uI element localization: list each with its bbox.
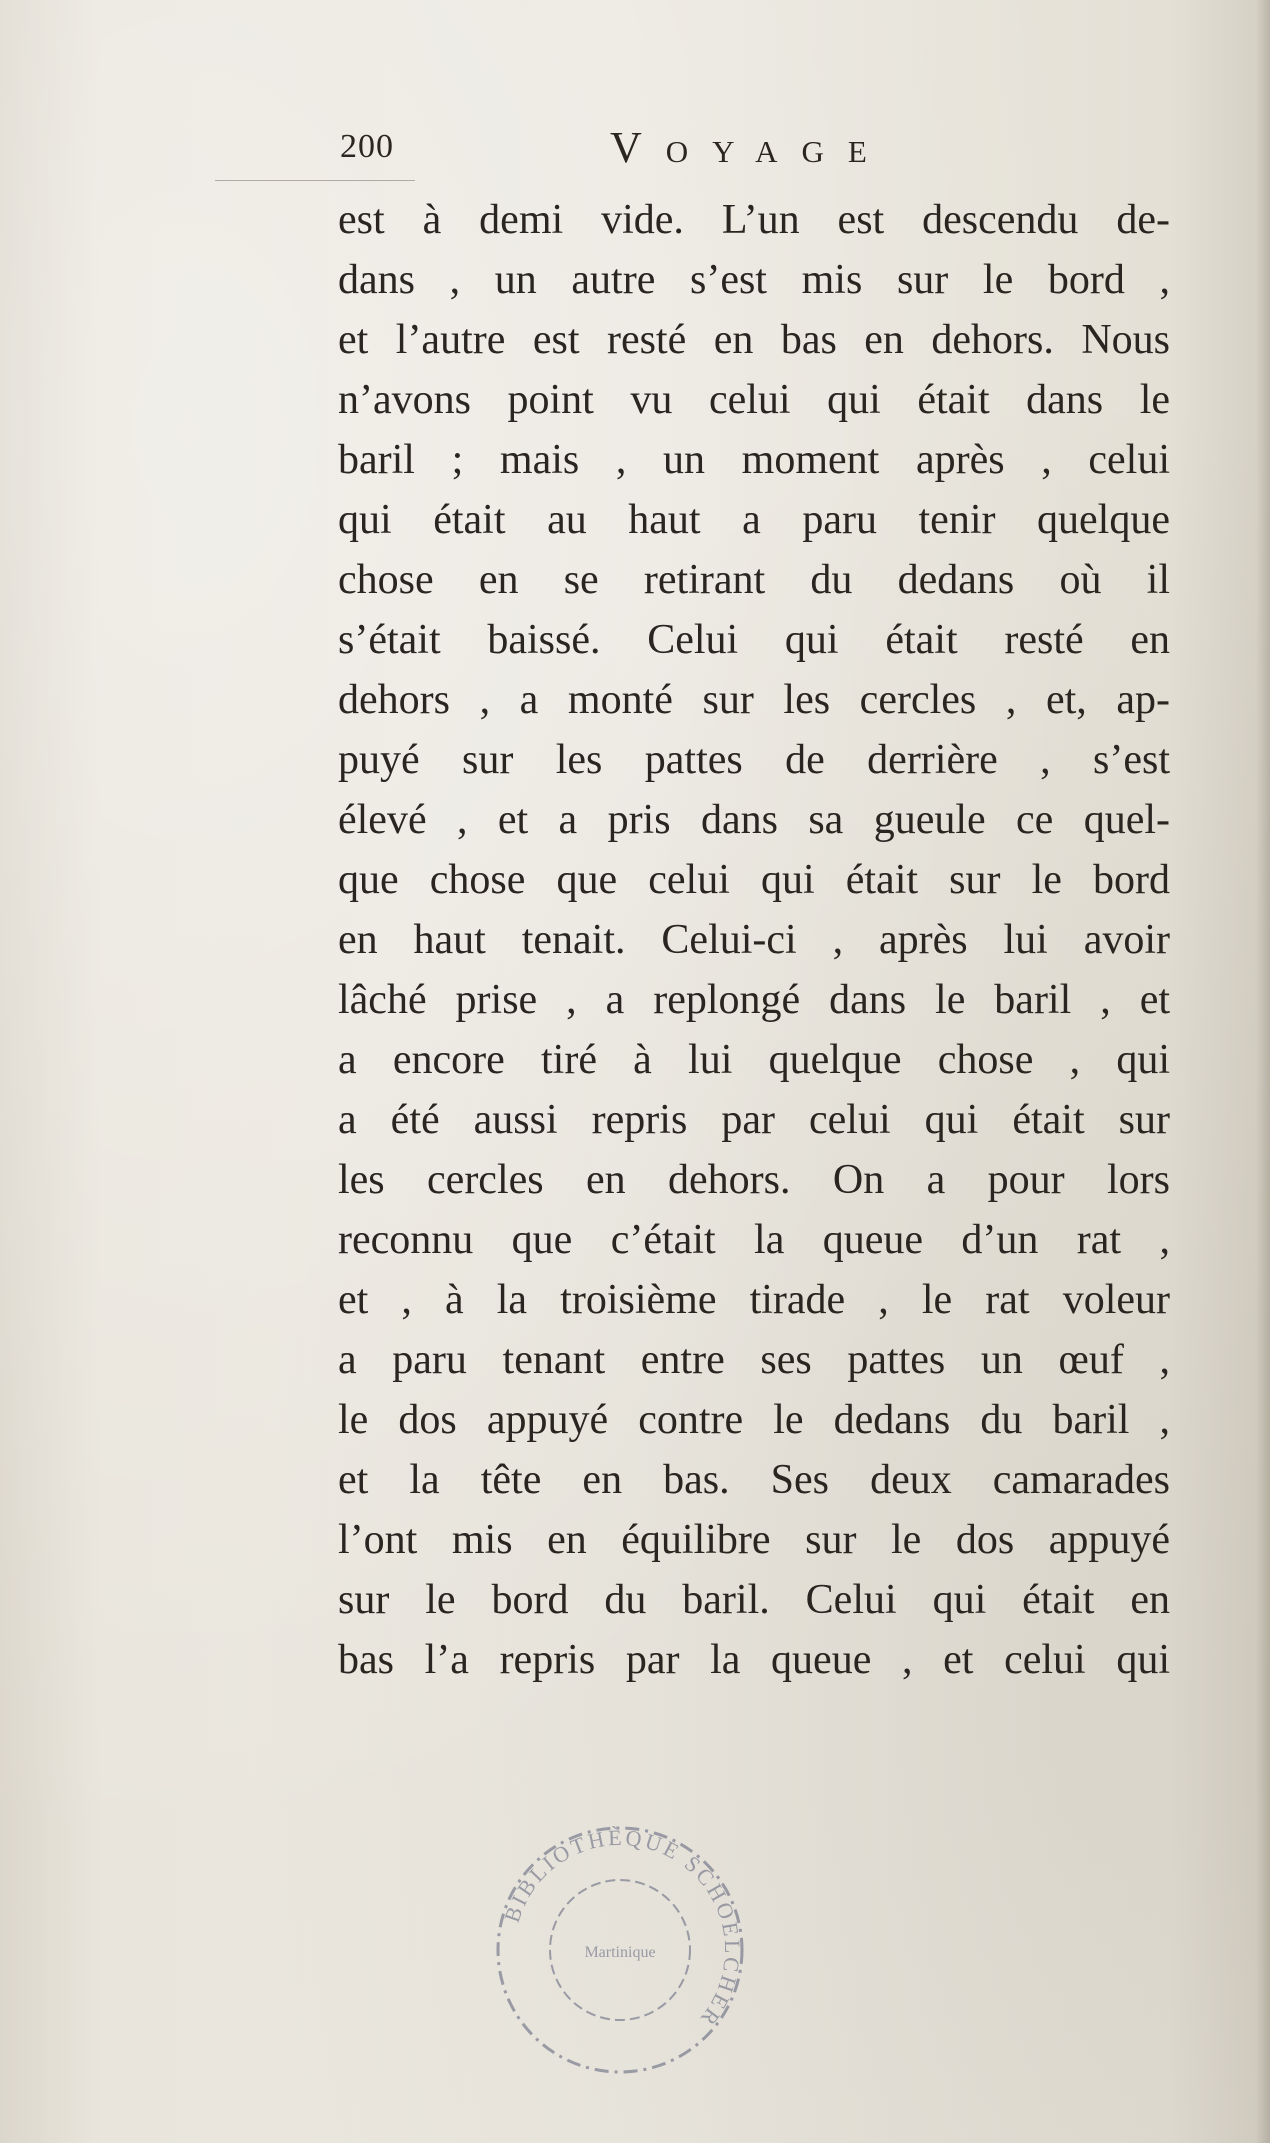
header-rule	[215, 180, 415, 181]
stamp-center-text: Martinique	[584, 1944, 656, 1961]
page-edge-shadow	[1256, 0, 1270, 2143]
library-stamp	[485, 1815, 755, 2085]
text-line: sur le bord du baril. Celui qui était en	[338, 1577, 1170, 1623]
text-line: en haut tenait. Celui-ci , après lui avoir	[338, 917, 1170, 963]
text-line: a encore tiré à lui quelque chose , qui	[338, 1037, 1170, 1083]
text-line: n’avons point vu celui qui était dans le	[338, 377, 1170, 423]
body-text	[338, 190, 1170, 1690]
text-line: dehors , a monté sur les cercles , et, ap-	[338, 677, 1170, 723]
stamp-label: BIBLIOTHÈQUE SCHOELCHER	[499, 1824, 746, 2033]
text-line: reconnu que c’était la queue d’un rat ,	[338, 1217, 1170, 1263]
page-number: 200	[340, 128, 394, 165]
text-line: baril ; mais , un moment après , celui	[338, 437, 1170, 483]
text-line: a été aussi repris par celui qui était sur	[338, 1097, 1170, 1143]
text-line: dans , un autre s’est mis sur le bord ,	[338, 257, 1170, 303]
text-line: que chose que celui qui était sur le bord	[338, 857, 1170, 903]
text-line: a paru tenant entre ses pattes un œuf ,	[338, 1337, 1170, 1383]
text-line: et , à la troisième tirade , le rat voleur	[338, 1277, 1170, 1323]
text-line: élevé , et a pris dans sa gueule ce quel-	[338, 797, 1170, 843]
running-head	[340, 123, 1170, 178]
running-title: Voyage	[610, 123, 891, 172]
text-line: est à demi vide. L’un est descendu de-	[338, 197, 1170, 243]
text-line: bas l’a repris par la queue , et celui qui	[338, 1637, 1170, 1683]
text-line: et l’autre est resté en bas en dehors. Nous	[338, 317, 1170, 363]
text-line: qui était au haut a paru tenir quelque	[338, 497, 1170, 543]
text-line: chose en se retirant du dedans où il	[338, 557, 1170, 603]
text-line: s’était baissé. Celui qui était resté en	[338, 617, 1170, 663]
text-line: les cercles en dehors. On a pour lors	[338, 1157, 1170, 1203]
text-line: lâché prise , a replongé dans le baril , et	[338, 977, 1170, 1023]
text-line: puyé sur les pattes de derrière , s’est	[338, 737, 1170, 783]
text-line: et la tête en bas. Ses deux camarades	[338, 1457, 1170, 1503]
text-line: le dos appuyé contre le dedans du baril ,	[338, 1397, 1170, 1443]
text-line: l’ont mis en équilibre sur le dos appuyé	[338, 1517, 1170, 1563]
